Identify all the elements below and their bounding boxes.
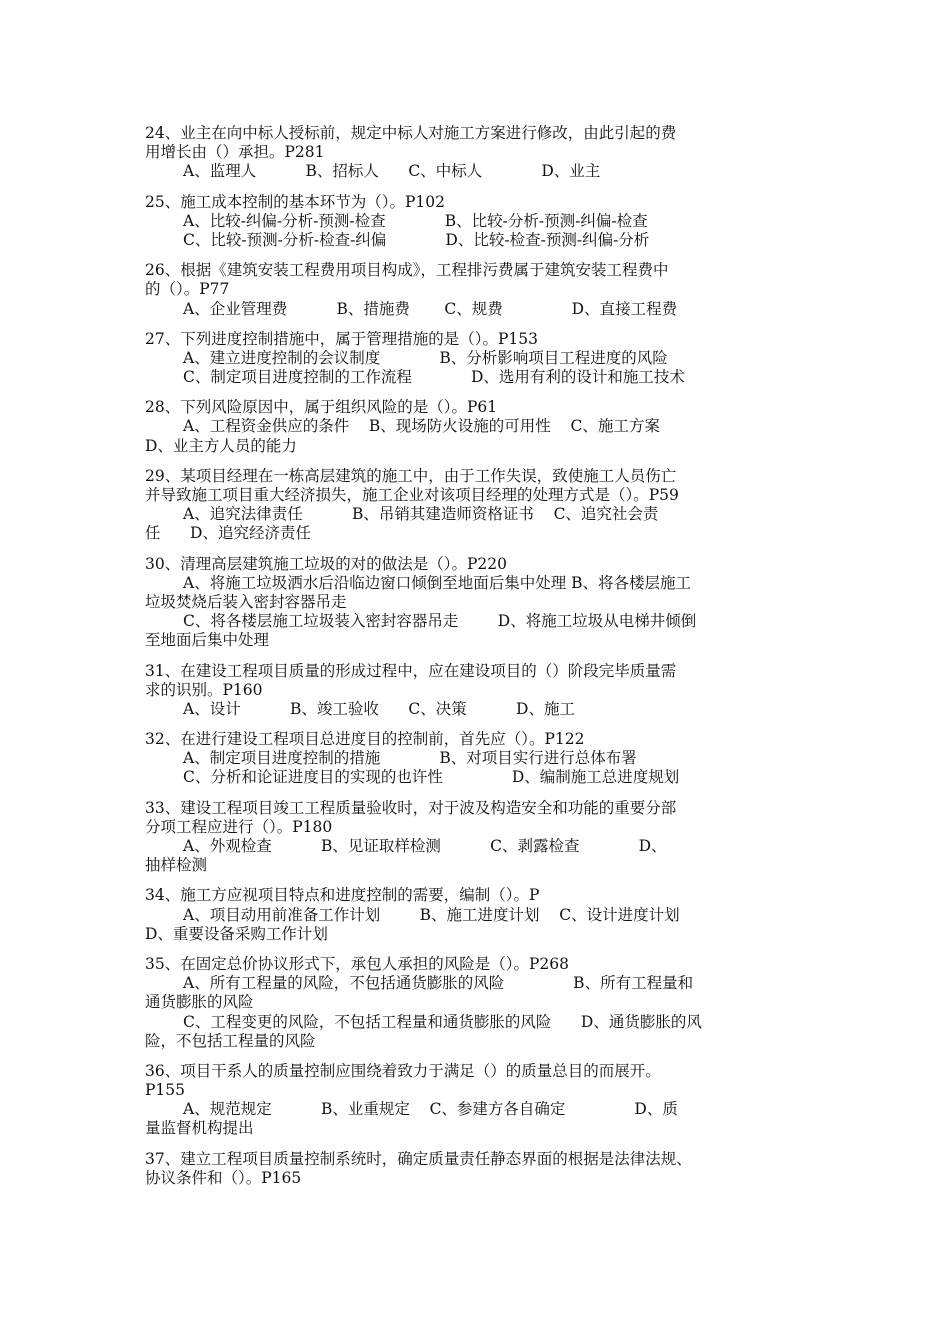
question-stem-line: 32、在进行建设工程项目总进度目的控制前，首先应（）。P122: [145, 730, 585, 749]
question-text-line: A、所有工程量的风险，不包括通货膨胀的风险 B、所有工程量和: [183, 974, 694, 993]
question-stem-line: 33、建设工程项目竣工工程质量验收时，对于波及构造安全和功能的重要分部: [145, 798, 677, 817]
question-text-line: A、企业管理费 B、措施费 C、规费 D、直接工程费: [183, 299, 678, 318]
question-text-line: 险，不包括工程量的风险: [145, 1031, 316, 1050]
question-stem-line: 31、在建设工程项目质量的形成过程中，应在建设项目的（）阶段完毕质量需: [145, 661, 677, 680]
question-stem-line: 25、施工成本控制的基本环节为（）。P102: [145, 192, 445, 211]
question-text-line: 分项工程应进行（）。P180: [145, 817, 333, 836]
question-text-line: C、制定项目进度控制的工作流程 D、选用有利的设计和施工技术: [183, 368, 685, 387]
question-block: [145, 1062, 807, 1139]
question-stem-line: 26、根据《建筑安装工程费用项目构成》，工程排污费属于建筑安装工程费中: [145, 261, 669, 280]
question-text-line: 垃圾焚烧后装入密封容器吊走: [145, 592, 347, 611]
question-text-line: D、重要设备采购工作计划: [145, 924, 328, 943]
question-stem-line: 28、下列风险原因中，属于组织风险的是（）。P61: [145, 398, 498, 417]
question-text-line: 用增长由（）承担。P281: [145, 143, 325, 162]
question-block: [145, 555, 807, 651]
question-stem-line: 30、清理高层建筑施工垃圾的对的做法是（）。P220: [145, 554, 507, 573]
question-text-line: A、追究法律责任 B、吊销其建造师资格证书 C、追究社会责: [183, 505, 659, 524]
question-block: [145, 467, 807, 544]
question-text-line: 任 D、追究经济责任: [145, 524, 311, 543]
question-text-line: A、设计 B、竣工验收 C、决策 D、施工: [183, 699, 575, 718]
question-block: [145, 662, 807, 720]
question-text-line: P155: [145, 1081, 186, 1100]
question-block: [145, 1150, 807, 1188]
question-text-line: A、工程资金供应的条件 B、现场防火设施的可用性 C、施工方案: [183, 417, 660, 436]
question-text-line: 协议条件和（）。P165: [145, 1168, 302, 1187]
question-stem-line: 24、业主在向中标人授标前，规定中标人对施工方案进行修改，由此引起的费: [145, 124, 677, 142]
question-stem-line: 27、下列进度控制措施中，属于管理措施的是（）。P153: [145, 329, 538, 348]
question-text-line: 并导致施工项目重大经济损失，施工企业对该项目经理的处理方式是（）。P59: [145, 486, 679, 504]
question-text-line: 至地面后集中处理: [145, 631, 270, 650]
question-stem-line: 29、某项目经理在一栋高层建筑的施工中，由于工作失误，致使施工人员伤亡: [145, 466, 677, 485]
question-text-line: 通货膨胀的风险: [145, 993, 254, 1012]
question-stem-line: 35、在固定总价协议形式下，承包人承担的风险是（）。P268: [145, 954, 569, 973]
question-text-line: A、监理人 B、招标人 C、中标人 D、业主: [183, 162, 601, 181]
question-text-line: A、制定项目进度控制的措施 B、对项目实行进行总体布署: [183, 749, 637, 768]
question-text-line: A、比较-纠偏-分析-预测-检查 B、比较-分析-预测-纠偏-检查: [183, 211, 648, 230]
question-text-line: C、将各楼层施工垃圾装入密封容器吊走 D、将施工垃圾从电梯井倾倒: [183, 612, 697, 631]
document-page: [145, 124, 807, 1199]
question-text-line: 的（）。P77: [145, 280, 230, 299]
question-text-line: A、规范规定 B、业重规定 C、参建方各自确定 D、质: [183, 1100, 678, 1119]
question-block: [145, 398, 807, 456]
question-block: [145, 955, 807, 1051]
question-text-line: A、外观检查 B、见证取样检测 C、剥露检查 D、: [183, 837, 667, 855]
question-text-line: A、建立进度控制的会议制度 B、分析影响项目工程进度的风险: [183, 348, 668, 367]
question-stem-line: 37、建立工程项目质量控制系统时，确定质量责任静态界面的根据是法律法规、: [145, 1149, 692, 1168]
question-text-line: C、工程变更的风险，不包括工程量和通货膨胀的风险 D、通货膨胀的风: [183, 1012, 702, 1031]
question-block: [145, 799, 807, 876]
question-block: [145, 730, 807, 788]
question-text-line: 量监督机构提出: [145, 1119, 254, 1138]
question-block: [145, 124, 807, 182]
question-text-line: D、业主方人员的能力: [145, 436, 297, 455]
question-stem-line: 34、施工方应视项目特点和进度控制的需要，编制（）。P: [145, 886, 540, 905]
question-text-line: 抽样检测: [145, 856, 208, 875]
question-block: [145, 886, 807, 944]
question-text-line: C、比较-预测-分析-检查-纠偏 D、比较-检查-预测-纠偏-分析: [183, 230, 650, 249]
question-block: [145, 193, 807, 251]
question-block: [145, 261, 807, 319]
question-text-line: A、将施工垃圾洒水后沿临边窗口倾倒至地面后集中处理 B、将各楼层施工: [183, 573, 692, 592]
question-stem-line: 36、项目干系人的质量控制应围绕着致力于满足（）的质量总目的而展开。: [145, 1061, 661, 1080]
question-text-line: A、项目动用前准备工作计划 B、施工进度计划 C、设计进度计划: [183, 905, 680, 924]
question-block: [145, 330, 807, 388]
question-text-line: C、分析和论证进度目的实现的也许性 D、编制施工总进度规划: [183, 768, 680, 787]
question-text-line: 求的识别。P160: [145, 680, 263, 699]
